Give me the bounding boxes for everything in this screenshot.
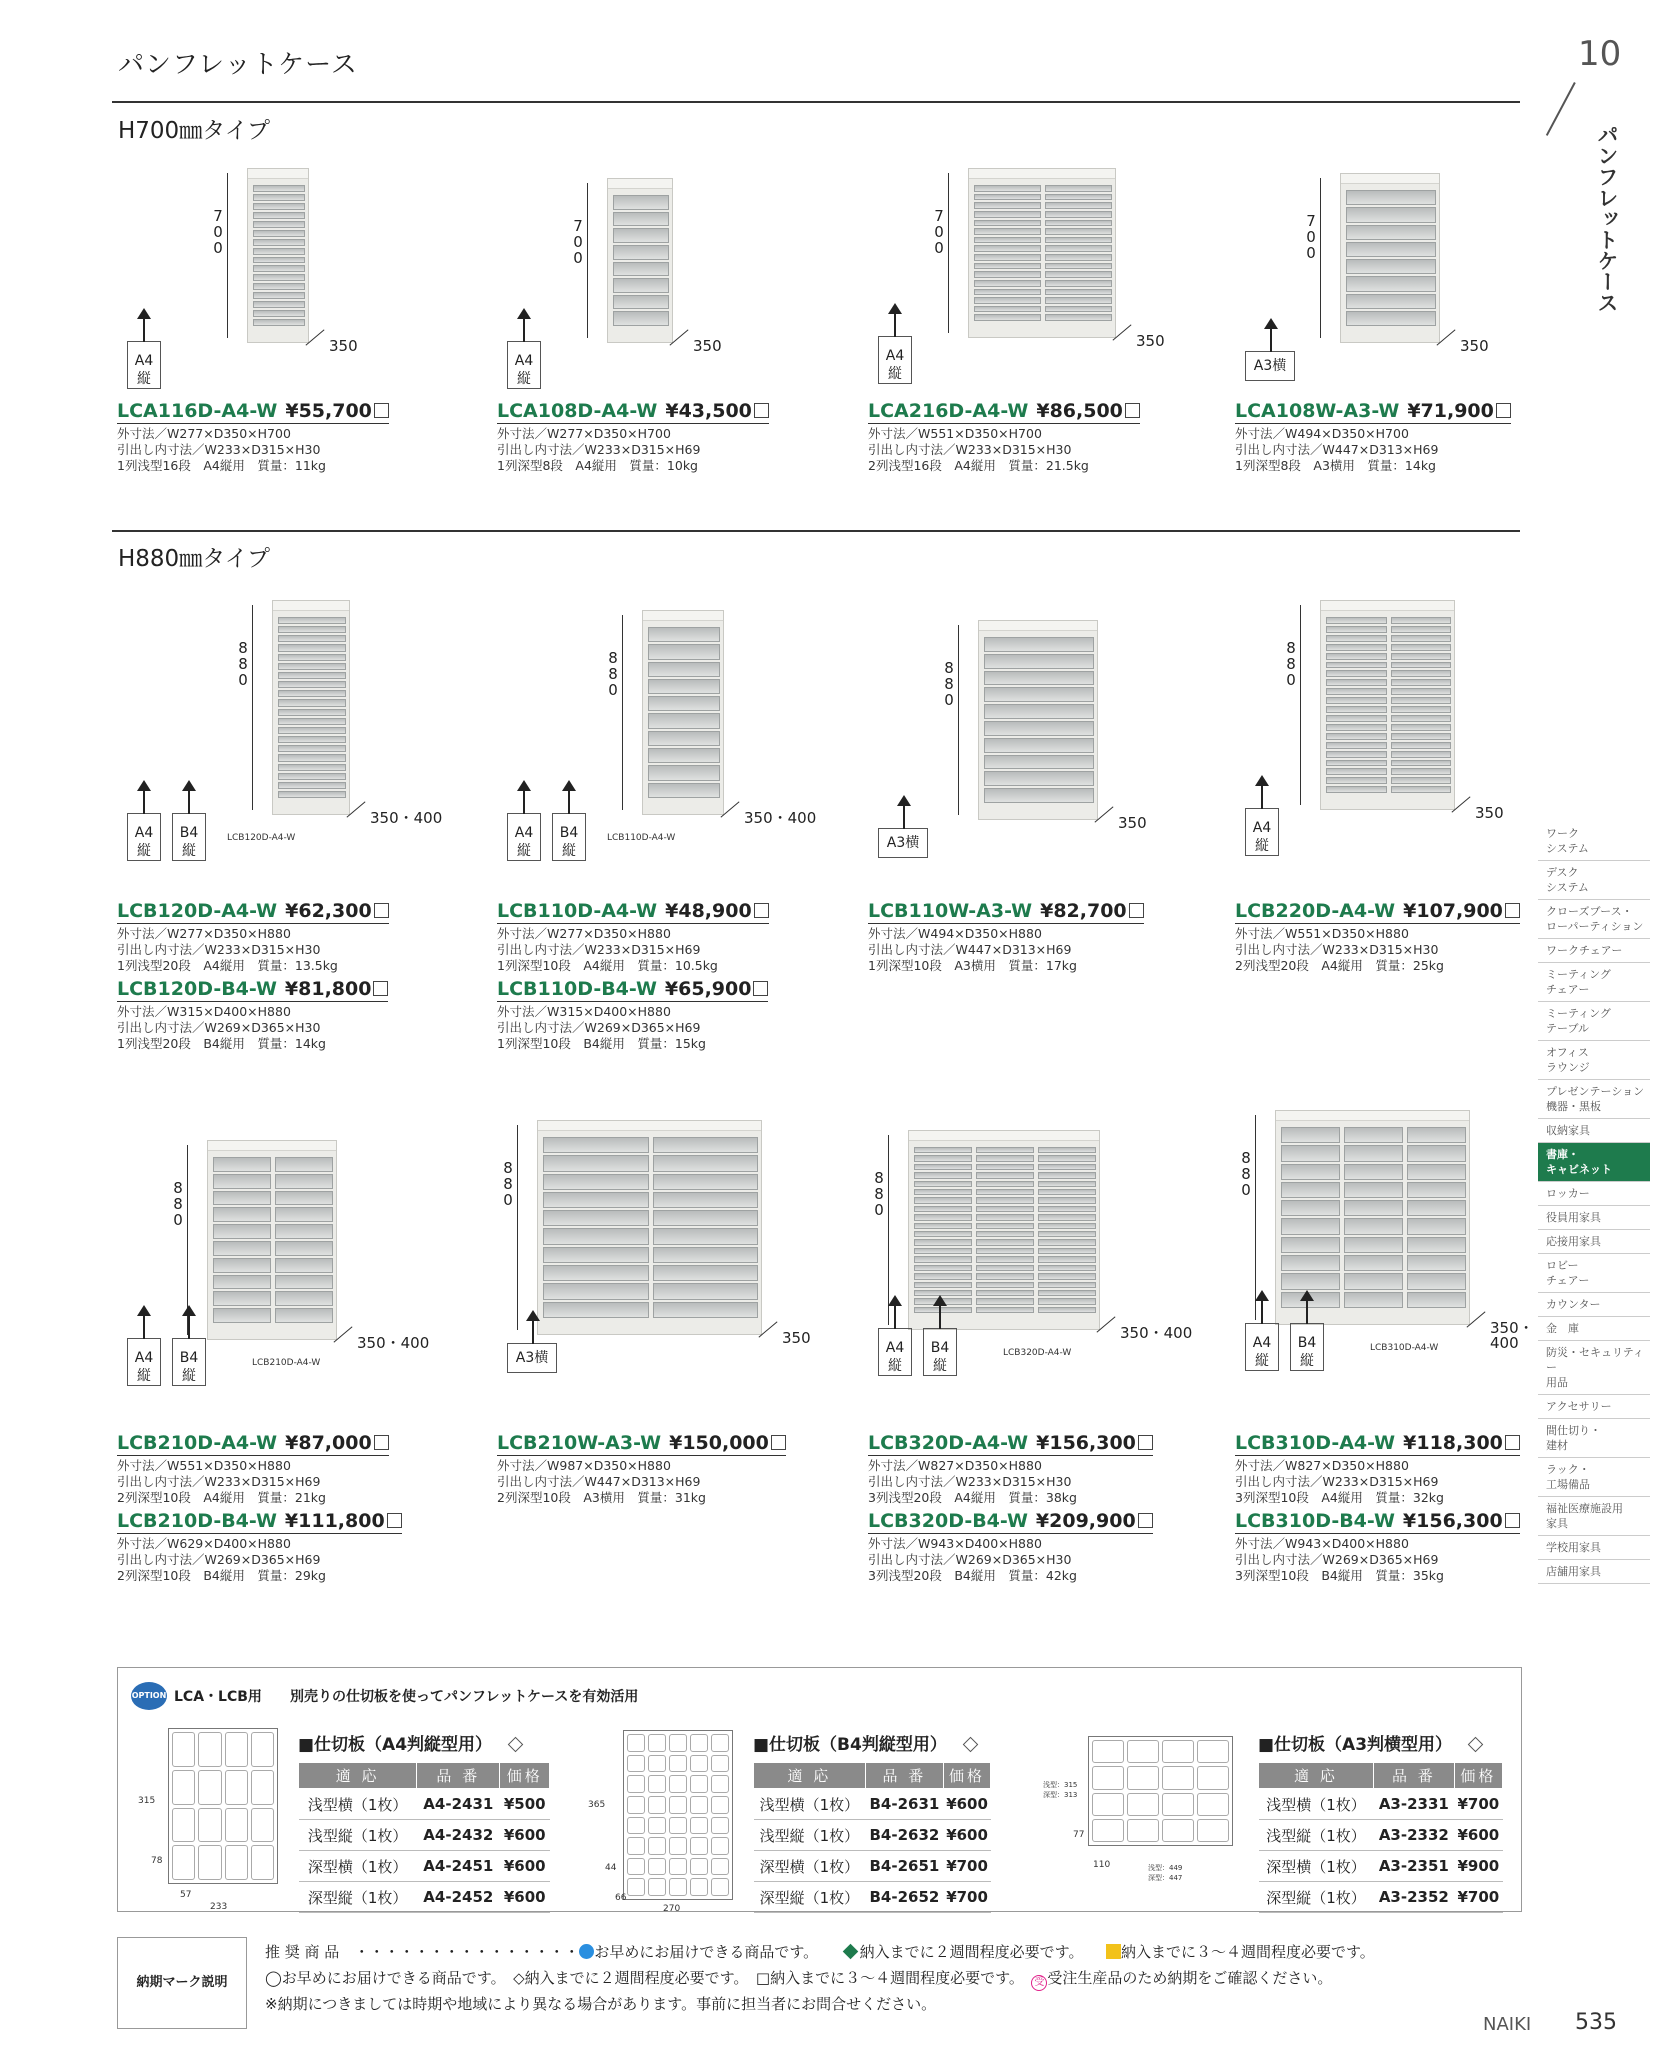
price: ¥156,300	[1402, 1510, 1503, 1532]
green-diamond-icon	[842, 1944, 858, 1960]
cabinet-image	[607, 178, 673, 343]
model-line	[497, 1432, 786, 1456]
top-rule	[112, 101, 1520, 103]
product-lcb210	[117, 1130, 477, 1690]
height-label: 8 8 0	[238, 639, 248, 689]
model-code: LCA108W-A3-W	[1235, 400, 1400, 422]
depth-label: 350	[782, 1329, 811, 1347]
height-label: 8 8 0	[608, 649, 618, 699]
delivery-mark-icon	[1129, 903, 1144, 918]
chapter-number: 10	[1578, 34, 1622, 74]
section-title-h880: H880㎜タイプ	[118, 546, 271, 572]
depth-label: 350	[693, 337, 722, 355]
category-item[interactable]: 学校用家具	[1538, 1536, 1650, 1560]
chapter-slash	[1546, 82, 1576, 136]
paper-size-tag: A4 縦	[127, 813, 161, 861]
height-label: 8 8 0	[874, 1169, 884, 1219]
delivery-mark-icon	[1138, 1435, 1153, 1450]
made-to-order-icon: 受	[1031, 1975, 1047, 1991]
side-title: パンフレットケース	[1595, 124, 1619, 313]
delivery-mark-icon	[1138, 1513, 1153, 1528]
height-label: 8 8 0	[503, 1159, 513, 1209]
model-code: LCA216D-A4-W	[868, 400, 1029, 422]
category-item[interactable]: アクセサリー	[1538, 1395, 1650, 1419]
a3-height-dim: 浅型：315 深型：313	[1043, 1781, 1078, 1799]
depth-label: 350・400	[370, 809, 443, 827]
b4-width-dim: 270	[663, 1904, 681, 1914]
depth-label: 350・400	[744, 809, 817, 827]
paper-size-tag: A4 縦	[878, 336, 912, 384]
category-item[interactable]: クローズブース・ ローパーティション	[1538, 900, 1650, 939]
depth-label: 350	[1460, 337, 1489, 355]
category-item[interactable]: 金 庫	[1538, 1317, 1650, 1341]
model-code: LCB210D-B4-W	[117, 1510, 277, 1532]
table-row: 浅型縦（1枚） A3-2332 ¥600	[1259, 1820, 1503, 1851]
image-model-code: LCB320D-A4-W	[1003, 1348, 1072, 1358]
category-item[interactable]: 役員用家具	[1538, 1206, 1650, 1230]
category-item[interactable]: 福祉医療施設用 家具	[1538, 1497, 1650, 1536]
height-dimension-line	[958, 625, 959, 815]
product-lcb120	[117, 600, 477, 1160]
option-panel	[117, 1667, 1522, 1912]
model-code: LCA108D-A4-W	[497, 400, 658, 422]
cabinet-image	[978, 620, 1098, 820]
cabinet-image	[1320, 600, 1455, 810]
cabinet-image	[247, 168, 309, 343]
model-line	[1235, 900, 1520, 924]
table-row: 深型横（1枚） A3-2351 ¥900	[1259, 1851, 1503, 1882]
divider-a3-figure	[1088, 1736, 1233, 1846]
price: ¥62,300	[285, 900, 372, 922]
spec-text: 外寸法／W494×D350×H880 引出し内寸法／W447×D313×H69 1列深型10段 A3横用 質量：17kg	[868, 926, 1077, 973]
table-row: 浅型横（1枚） B4-2631 ¥600	[754, 1789, 991, 1820]
category-item[interactable]: 収納家具	[1538, 1119, 1650, 1143]
divider-b4-figure	[623, 1730, 733, 1900]
height-label: 8 8 0	[1241, 1149, 1251, 1199]
delivery-mark-icon	[374, 403, 389, 418]
a4-height-dim: 315	[138, 1796, 156, 1806]
a3-width-dim: 浅型：449 深型：447	[1148, 1864, 1183, 1882]
option-badge: OPTION	[131, 1682, 167, 1710]
delivery-mark-icon	[754, 903, 769, 918]
col-header: 適 応	[754, 1763, 866, 1789]
cabinet-image	[207, 1140, 337, 1340]
model-code: LCB220D-A4-W	[1235, 900, 1396, 922]
delivery-mark-icon	[374, 1435, 389, 1450]
model-line-2	[868, 1510, 1153, 1534]
cabinet-image	[1340, 173, 1440, 343]
table-row: 深型縦（1枚） A4-2452 ¥600	[299, 1882, 550, 1913]
cabinet-image	[537, 1120, 762, 1335]
price: ¥111,800	[284, 1510, 385, 1532]
paper-size-tag: A4 縦	[127, 341, 161, 389]
price: ¥107,900	[1403, 900, 1503, 922]
price: ¥86,500	[1036, 400, 1123, 422]
category-item[interactable]: 書庫・ キャビネット	[1538, 1143, 1650, 1182]
brand-name: NAIKI	[1483, 2014, 1532, 2035]
paper-size-tag: A3横	[1245, 351, 1295, 381]
col-header: 品 番	[1373, 1763, 1454, 1789]
delivery-mark-icon	[374, 903, 389, 918]
model-line	[117, 400, 389, 424]
height-dimension-line	[517, 1125, 518, 1330]
depth-label: 350	[1475, 804, 1504, 822]
blue-dot-icon	[579, 1944, 594, 1959]
table-row: 深型横（1枚） B4-2651 ¥700	[754, 1851, 991, 1882]
delivery-mark-icon	[1125, 403, 1140, 418]
page-title: パンフレットケース	[118, 50, 358, 80]
spec-text-2: 外寸法／W629×D400×H880 引出し内寸法／W269×D365×H69 2列深型10段 B4縦用 質量：29kg	[117, 1536, 326, 1583]
paper-size-tag: A3横	[507, 1343, 557, 1373]
image-model-code: LCB120D-A4-W	[227, 833, 296, 843]
height-label: 8 8 0	[1286, 639, 1296, 689]
cabinet-image	[642, 610, 724, 815]
delivery-mark-icon	[1505, 1513, 1520, 1528]
height-dimension-line	[1300, 605, 1301, 805]
legend-line-2: ◯お早めにお届けできる商品です。 ◇納入までに２週間程度必要です。 □納入までに３〜４週間程度必要です。 受 受注生産品のため納期をご確認ください。	[265, 1967, 1332, 1991]
image-model-code: LCB110D-A4-W	[607, 833, 676, 843]
delivery-mark-icon	[754, 403, 769, 418]
table-row: 深型横（1枚） A4-2451 ¥600	[299, 1851, 550, 1882]
model-code: LCB110D-A4-W	[497, 900, 658, 922]
category-item[interactable]: 応接用家具	[1538, 1230, 1650, 1254]
a4-width-dim: 233	[210, 1902, 228, 1912]
table-row: 浅型縦（1枚） A4-2432 ¥600	[299, 1820, 550, 1851]
paper-size-tag: B4 縦	[552, 813, 586, 861]
option-description: 別売りの仕切板を使ってパンフレットケースを有効活用	[290, 1689, 639, 1705]
model-code: LCB310D-A4-W	[1235, 1432, 1396, 1454]
spec-text-2: 外寸法／W315×D400×H880 引出し内寸法／W269×D365×H30 1列浅型20段 B4縦用 質量：14kg	[117, 1004, 326, 1051]
model-code: LCA116D-A4-W	[117, 400, 278, 422]
model-line-2	[117, 978, 388, 1002]
model-line	[868, 400, 1140, 424]
product-lcb210w	[497, 1120, 857, 1680]
paper-size-tag: B4 縦	[172, 1338, 206, 1386]
b4-cell-width-dim: 66	[615, 1893, 627, 1903]
price: ¥48,900	[665, 900, 752, 922]
price: ¥71,900	[1407, 400, 1494, 422]
paper-size-tag: A4 縦	[127, 1338, 161, 1386]
price: ¥118,300	[1403, 1432, 1503, 1454]
a3-table-title: ■仕切板（A3判横型用）	[1258, 1730, 1481, 1755]
b4-table-title: ■仕切板（B4判縦型用）	[753, 1730, 976, 1755]
table-row: 浅型横（1枚） A3-2331 ¥700	[1259, 1789, 1503, 1820]
category-item[interactable]: 防災・セキュリティー 用品	[1538, 1341, 1650, 1395]
category-item[interactable]: プレゼンテーション 機器・黒板	[1538, 1080, 1650, 1119]
spec-text: 外寸法／W827×D350×H880 引出し内寸法／W233×D315×H30 3列浅型20段 A4縦用 質量：38kg	[868, 1458, 1077, 1505]
height-dimension-line	[587, 183, 588, 338]
spec-text: 外寸法／W987×D350×H880 引出し内寸法／W447×D313×H69 2列深型10段 A3横用 質量：31kg	[497, 1458, 706, 1505]
image-model-code: LCB310D-A4-W	[1370, 1343, 1439, 1353]
spec-text: 外寸法／W277×D350×H880 引出し内寸法／W233×D315×H30 1列浅型20段 A4縦用 質量：13.5kg	[117, 926, 338, 973]
category-item[interactable]: ラック・ 工場備品	[1538, 1458, 1650, 1497]
spec-text: 外寸法／W494×D350×H700 引出し内寸法／W447×D313×H69 1列深型8段 A3横用 質量：14kg	[1235, 426, 1439, 473]
spec-text: 外寸法／W551×D350×H700 引出し内寸法／W233×D315×H30 2列浅型16段 A4縦用 質量：21.5kg	[868, 426, 1089, 473]
legend-line-1: 推 奨 商 品 ・・・・・・・・・・・・・・・ お早めにお届けできる商品です。 納入までに２週間程度必要です。 納入までに３〜４週間程度必要です。	[265, 1943, 1375, 1961]
height-label: 8 8 0	[173, 1179, 183, 1229]
model-code: LCB320D-A4-W	[868, 1432, 1029, 1454]
spec-text: 外寸法／W551×D350×H880 引出し内寸法／W233×D315×H30 2列浅型20段 A4縦用 質量：25kg	[1235, 926, 1444, 973]
delivery-mark-icon	[753, 981, 768, 996]
category-item[interactable]: 間仕切り・ 建材	[1538, 1419, 1650, 1458]
spec-text: 外寸法／W551×D350×H880 引出し内寸法／W233×D315×H69 2列深型10段 A4縦用 質量：21kg	[117, 1458, 326, 1505]
col-header: 価格	[500, 1763, 550, 1789]
height-label: 7 0 0	[213, 207, 223, 257]
spec-text: 外寸法／W827×D350×H880 引出し内寸法／W233×D315×H69 3列深型10段 A4縦用 質量：32kg	[1235, 1458, 1444, 1505]
model-line	[868, 900, 1144, 924]
option-heading: LCA・LCB用	[174, 1689, 262, 1705]
category-item[interactable]: ワーク システム	[1538, 822, 1650, 861]
paper-size-tag: A3横	[878, 828, 928, 858]
table-row: 深型縦（1枚） B4-2652 ¥700	[754, 1882, 991, 1913]
paper-size-tag: B4 縦	[172, 813, 206, 861]
price: ¥55,700	[285, 400, 372, 422]
spec-text: 外寸法／W277×D350×H700 引出し内寸法／W233×D315×H69 1列深型8段 A4縦用 質量：10kg	[497, 426, 701, 473]
price: ¥209,900	[1035, 1510, 1136, 1532]
model-line	[117, 900, 389, 924]
col-header: 適 応	[299, 1763, 417, 1789]
model-line	[1235, 1432, 1520, 1456]
price: ¥156,300	[1036, 1432, 1136, 1454]
height-label: 7 0 0	[573, 217, 583, 267]
table-row: 浅型縦（1枚） B4-2632 ¥600	[754, 1820, 991, 1851]
delivery-mark-icon	[1496, 403, 1511, 418]
a4-depth-dim: 78	[151, 1856, 163, 1866]
col-header: 品 番	[865, 1763, 943, 1789]
b4-height-dim: 365	[588, 1800, 606, 1810]
category-item[interactable]: ミーティング テーブル	[1538, 1002, 1650, 1041]
price: ¥43,500	[665, 400, 752, 422]
product-lcb320	[868, 1120, 1228, 1680]
cabinet-image	[968, 168, 1116, 338]
model-line-2	[497, 978, 768, 1002]
col-header: 品 番	[417, 1763, 500, 1789]
depth-label: 350・ 400	[1490, 1319, 1534, 1352]
model-line-2	[1235, 1510, 1520, 1534]
paper-size-tag: A4 縦	[507, 341, 541, 389]
image-model-code: LCB210D-A4-W	[252, 1358, 321, 1368]
table-row: 浅型横（1枚） A4-2431 ¥500	[299, 1789, 550, 1820]
model-code: LCB210W-A3-W	[497, 1432, 662, 1454]
delivery-mark-icon	[373, 981, 388, 996]
delivery-mark-icon	[387, 1513, 402, 1528]
product-lcb110w	[868, 600, 1228, 1160]
height-label: 7 0 0	[934, 207, 944, 257]
category-item[interactable]: ミーティング チェアー	[1538, 963, 1650, 1002]
table-row: 深型縦（1枚） A3-2352 ¥700	[1259, 1882, 1503, 1913]
delivery-legend	[117, 1937, 1522, 2029]
category-item[interactable]: オフィス ラウンジ	[1538, 1041, 1650, 1080]
category-index	[1538, 822, 1650, 1584]
a4-price-table	[298, 1762, 550, 1913]
spec-text-2: 外寸法／W315×D400×H880 引出し内寸法／W269×D365×H69 1列深型10段 B4縦用 質量：15kg	[497, 1004, 706, 1051]
section-title-h700: H700㎜タイプ	[118, 118, 271, 144]
price: ¥65,900	[664, 978, 752, 1000]
spec-text: 外寸法／W277×D350×H700 引出し内寸法／W233×D315×H30 1列浅型16段 A4縦用 質量：11kg	[117, 426, 326, 473]
col-header: 価格	[944, 1763, 991, 1789]
page-number: 535	[1575, 2010, 1617, 2035]
height-label: 7 0 0	[1306, 212, 1316, 262]
model-code: LCB110W-A3-W	[868, 900, 1033, 922]
paper-size-tag: B4 縦	[923, 1328, 957, 1376]
category-item[interactable]: 店舗用家具	[1538, 1560, 1650, 1584]
price: ¥150,000	[669, 1432, 769, 1454]
price: ¥87,000	[285, 1432, 372, 1454]
model-line	[117, 1432, 389, 1456]
a3-price-table	[1258, 1762, 1503, 1913]
model-line	[497, 900, 769, 924]
height-dimension-line	[1320, 178, 1321, 338]
height-dimension-line	[622, 615, 623, 810]
a4-table-title: ■仕切板（A4判縦型用）	[298, 1730, 521, 1755]
b4-price-table	[753, 1762, 991, 1913]
yellow-square-icon	[1106, 1944, 1121, 1959]
category-item[interactable]: カウンター	[1538, 1293, 1650, 1317]
model-code: LCB320D-B4-W	[868, 1510, 1028, 1532]
model-line	[497, 400, 769, 424]
col-header: 適 応	[1259, 1763, 1374, 1789]
model-line	[868, 1432, 1153, 1456]
cabinet-image	[272, 600, 350, 815]
model-code: LCB110D-B4-W	[497, 978, 657, 1000]
model-code: LCB310D-B4-W	[1235, 1510, 1395, 1532]
height-label: 8 8 0	[944, 659, 954, 709]
height-dimension-line	[227, 173, 228, 338]
paper-size-tag: A4 縦	[1245, 808, 1279, 856]
delivery-mark-icon	[1505, 1435, 1520, 1450]
price: ¥81,800	[284, 978, 372, 1000]
legend-note: ※納期につきましては時期や地域により異なる場合があります。事前に担当者にお問合せください。	[265, 1995, 937, 2013]
spec-text-2: 外寸法／W943×D400×H880 引出し内寸法／W269×D365×H30 3列浅型20段 B4縦用 質量：42kg	[868, 1536, 1077, 1583]
category-item[interactable]: ロビー チェアー	[1538, 1254, 1650, 1293]
category-item[interactable]: ワークチェアー	[1538, 939, 1650, 963]
model-code: LCB210D-A4-W	[117, 1432, 278, 1454]
delivery-mark-icon	[1505, 903, 1520, 918]
divider-a4-figure	[168, 1728, 278, 1884]
depth-label: 350・400	[1120, 1324, 1193, 1342]
paper-size-tag: A4 縦	[507, 813, 541, 861]
paper-size-tag: B4 縦	[1290, 1323, 1324, 1371]
depth-label: 350	[1118, 814, 1147, 832]
category-item[interactable]: ロッカー	[1538, 1182, 1650, 1206]
height-dimension-line	[948, 173, 949, 333]
a3-depth-dim: 77	[1073, 1830, 1085, 1840]
spec-text-2: 外寸法／W943×D400×H880 引出し内寸法／W269×D365×H69 3列深型10段 B4縦用 質量：35kg	[1235, 1536, 1444, 1583]
depth-label: 350	[1136, 332, 1165, 350]
depth-label: 350・400	[357, 1334, 430, 1352]
a4-cell-width-dim: 57	[180, 1890, 192, 1900]
depth-label: 350	[329, 337, 358, 355]
paper-size-tag: A4 縦	[1245, 1323, 1279, 1371]
b4-depth-dim: 44	[605, 1863, 617, 1873]
col-header: 価格	[1454, 1763, 1502, 1789]
model-line	[1235, 400, 1511, 424]
delivery-mark-icon	[771, 1435, 786, 1450]
model-code: LCB120D-A4-W	[117, 900, 278, 922]
legend-label: 納期マーク説明	[117, 1937, 247, 2029]
model-code: LCB120D-B4-W	[117, 978, 277, 1000]
price: ¥82,700	[1040, 900, 1127, 922]
category-item[interactable]: デスク システム	[1538, 861, 1650, 900]
model-line-2	[117, 1510, 402, 1534]
product-lcb110	[497, 600, 857, 1160]
paper-size-tag: A4 縦	[878, 1328, 912, 1376]
spec-text: 外寸法／W277×D350×H880 引出し内寸法／W233×D315×H69 1列深型10段 A4縦用 質量：10.5kg	[497, 926, 718, 973]
height-dimension-line	[252, 605, 253, 810]
a3-cell-width-dim: 110	[1093, 1860, 1111, 1870]
